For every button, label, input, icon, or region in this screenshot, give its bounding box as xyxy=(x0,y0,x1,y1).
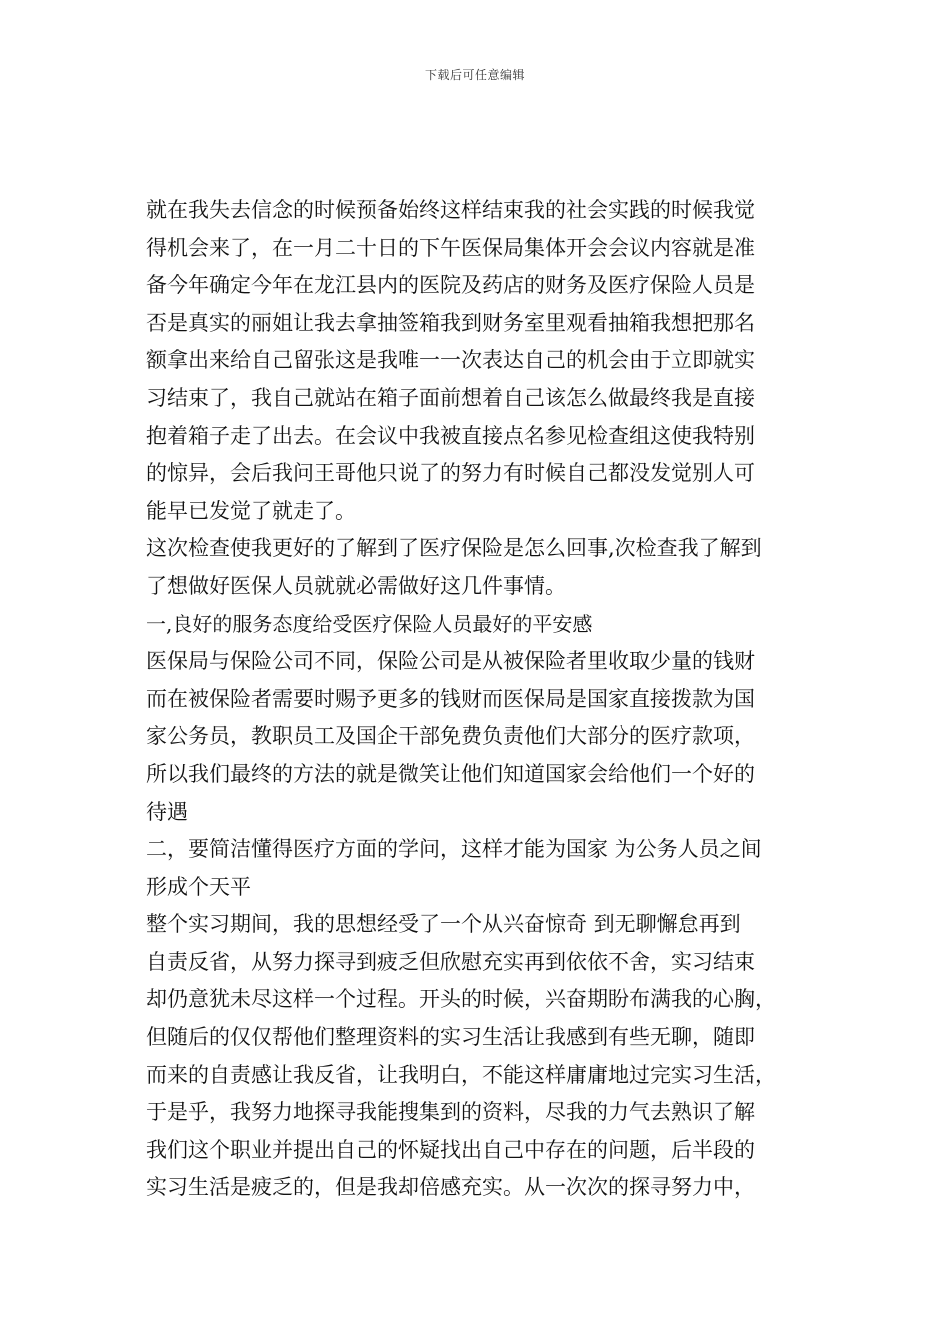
text-line: 得机会来了，在一月二十日的下午医保局集体开会会议内容就是准 xyxy=(146,235,755,260)
text-line: 能早已发觉了就走了。 xyxy=(146,498,356,523)
text-line: 额拿出来给自己留张这是我唯一一次表达自己的机会由于立即就实 xyxy=(146,348,755,373)
text-line: 所以我们最终的方法的就是微笑让他们知道国家会给他们一个好的 xyxy=(146,761,755,786)
text-line: 这次检查使我更好的了解到了医疗保险是怎么回事,次检查我了解到 xyxy=(146,536,762,561)
text-line: 备今年确定今年在龙江县内的医院及药店的财务及医疗保险人员是 xyxy=(146,273,755,298)
section-heading-1: 一,良好的服务态度给受医疗保险人员最好的平安感 xyxy=(146,611,593,636)
text-line: 的惊异，会后我问王哥他只说了的努力有时候自己都没发觉别人可 xyxy=(146,461,755,486)
text-line: 了想做好医保人员就就必需做好这几件事情。 xyxy=(146,573,566,598)
text-line: 否是真实的丽姐让我去拿抽签箱我到财务室里观看抽箱我想把那名 xyxy=(146,310,755,335)
text-line: 医保局与保险公司不同，保险公司是从被保险者里收取少量的钱财 xyxy=(146,649,755,674)
text-line: 抱着箱子走了出去。在会议中我被直接点名参见检查组这使我特别 xyxy=(146,423,755,448)
section-heading-2: 二，要简洁懂得医疗方面的学问，这样才能为国家 为公务人员之间 xyxy=(146,837,762,862)
document-body xyxy=(146,192,826,1207)
text-line: 形成个天平 xyxy=(146,874,251,899)
text-line: 于是乎，我努力地探寻我能搜集到的资料，尽我的力气去熟识了解 xyxy=(146,1100,755,1125)
text-line: 我们这个职业并提出自己的怀疑找出自己中存在的问题，后半段的 xyxy=(146,1137,755,1162)
page-header-note: 下载后可任意编辑 xyxy=(424,68,525,82)
text-line: 自责反省，从努力探寻到疲乏但欣慰充实再到依依不舍，实习结束 xyxy=(146,949,755,974)
text-line: 却仍意犹未尽这样一个过程。开头的时候，兴奋期盼布满我的心胸， xyxy=(146,987,776,1012)
text-line: 就在我失去信念的时候预备始终这样结束我的社会实践的时候我觉 xyxy=(146,198,755,222)
text-line: 习结束了，我自己就站在箱子面前想着自己该怎么做最终我是直接 xyxy=(146,385,755,410)
text-line: 待遇 xyxy=(146,799,188,824)
text-line: 但随后的仅仅帮他们整理资料的实习生活让我感到有些无聊，随即 xyxy=(146,1025,755,1050)
text-line: 实习生活是疲乏的，但是我却倍感充实。从一次次的探寻努力中， xyxy=(146,1175,755,1200)
text-line: 而在被保险者需要时赐予更多的钱财而医保局是国家直接拨款为国 xyxy=(146,686,755,711)
text-line: 整个实习期间，我的思想经受了一个从兴奋惊奇 到无聊懈怠再到 xyxy=(146,912,741,937)
text-line: 而来的自责感让我反省，让我明白，不能这样庸庸地过完实习生活， xyxy=(146,1062,776,1087)
text-line: 家公务员，教职员工及国企干部免费负责他们大部分的医疗款项， xyxy=(146,724,755,749)
